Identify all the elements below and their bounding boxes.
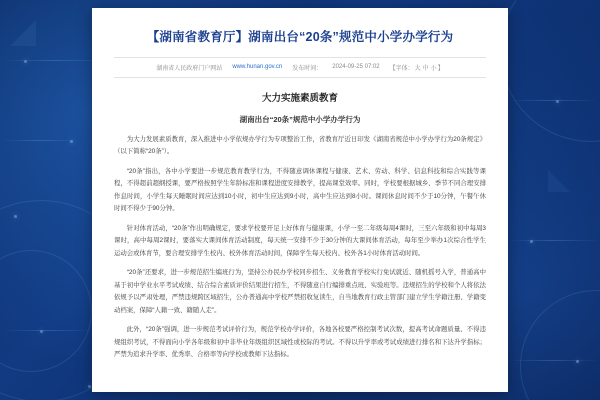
- font-size-controls: [390, 63, 444, 72]
- paragraph: 针对体育活动，“20条”作出明确规定，要求学校要开足上好体育与健康课，小学一至二年级每周4课时，三至六年级和初中每周3课时，高中每周2课时，要落实大课间体育活动制度，每天统一安排不少于30分钟的大课间体育活动，每年至少举办1次综合性学生运动会或体育节，要合理安排学生校内、校外体育活动时间，保障学生每天校内、校外各1小时体育活动时间。: [114, 224, 486, 257]
- font-size-large[interactable]: 大: [414, 65, 421, 72]
- section-heading: 大力实施素质教育: [261, 92, 338, 104]
- font-size-label: 【字体：: [389, 65, 414, 72]
- meta-source-link[interactable]: www.hunan.gov.cn: [232, 64, 283, 71]
- font-size-medium[interactable]: 中: [422, 65, 429, 72]
- paragraph: “20条”指出，各中小学要进一步规范教育教学行为，不得随意调休课程与健康、艺术、劳动、科学、信息科技和综合实践等课程，不得超前超纲授课，要严格按照学生年龄标准和课程进度安排教学，提高课堂效率。同时，学校要根据城乡、季节不同合理安排作息时间，小学生每天睡眠时间应达到10小时，初中生应达到9小时，高中生应达到8小时。课间休息时间不少于10分钟，午餐午休时间不得少于90分钟。: [114, 167, 486, 213]
- meta-publish-time: 2024-09-25 07:02: [332, 64, 380, 71]
- meta-publish-label: 发布时间：: [292, 65, 323, 72]
- sub-heading: 湖南出台“20条”规范中小学办学行为: [239, 114, 361, 124]
- font-size-small[interactable]: 小: [430, 65, 437, 72]
- article-meta-bar: [114, 57, 486, 78]
- article-body: [92, 8, 508, 392]
- meta-source-label: 湖南省人民政府门户网站: [156, 65, 223, 72]
- paragraph: “20条”还要求，进一步规范招生编班行为，坚持公办民办学校同步招生、义务教育学校实行免试就近、随机摇号入学，普通高中基于初中学业水平考试成绩、结合综合素质评价结果进行招生，不得随意自行编排重点班、实验班等。违规招生的学校和个人将依法依规予以严肃处理，严禁违规跨区域招生，公办普通高中学校严禁招收复读生，自当地教育行政主管部门建立学生学籍注册、学籍变动档案，保障“人籍一致、籍随人走”。: [114, 269, 486, 314]
- paragraph: 此外，“20条”强调，进一步规范考试评价行为，规范学校办学评价，各地各校要严格控制考试次数，提高考试命题质量、不得违规组织考试，不得面向小学各年级和初中非毕业年级组织区域性或校际的考试。不得以升学率或考试成绩进行排名和下达升学指标；严禁为追求升学率、优秀率、合格率等向学校或教师下达指标。: [114, 326, 486, 359]
- paragraph: 为大力发展素质教育，深入推进中小学依规办学行为专项整治工作，省教育厅近日印发《湖南省规范中小学办学行为20条规定》（以下简称“20条”）。: [114, 135, 486, 156]
- font-size-close: 】: [437, 65, 444, 72]
- article-card: [92, 8, 508, 392]
- page-title: 【湖南省教育厅】湖南出台“20条”规范中小学办学行为: [146, 30, 454, 44]
